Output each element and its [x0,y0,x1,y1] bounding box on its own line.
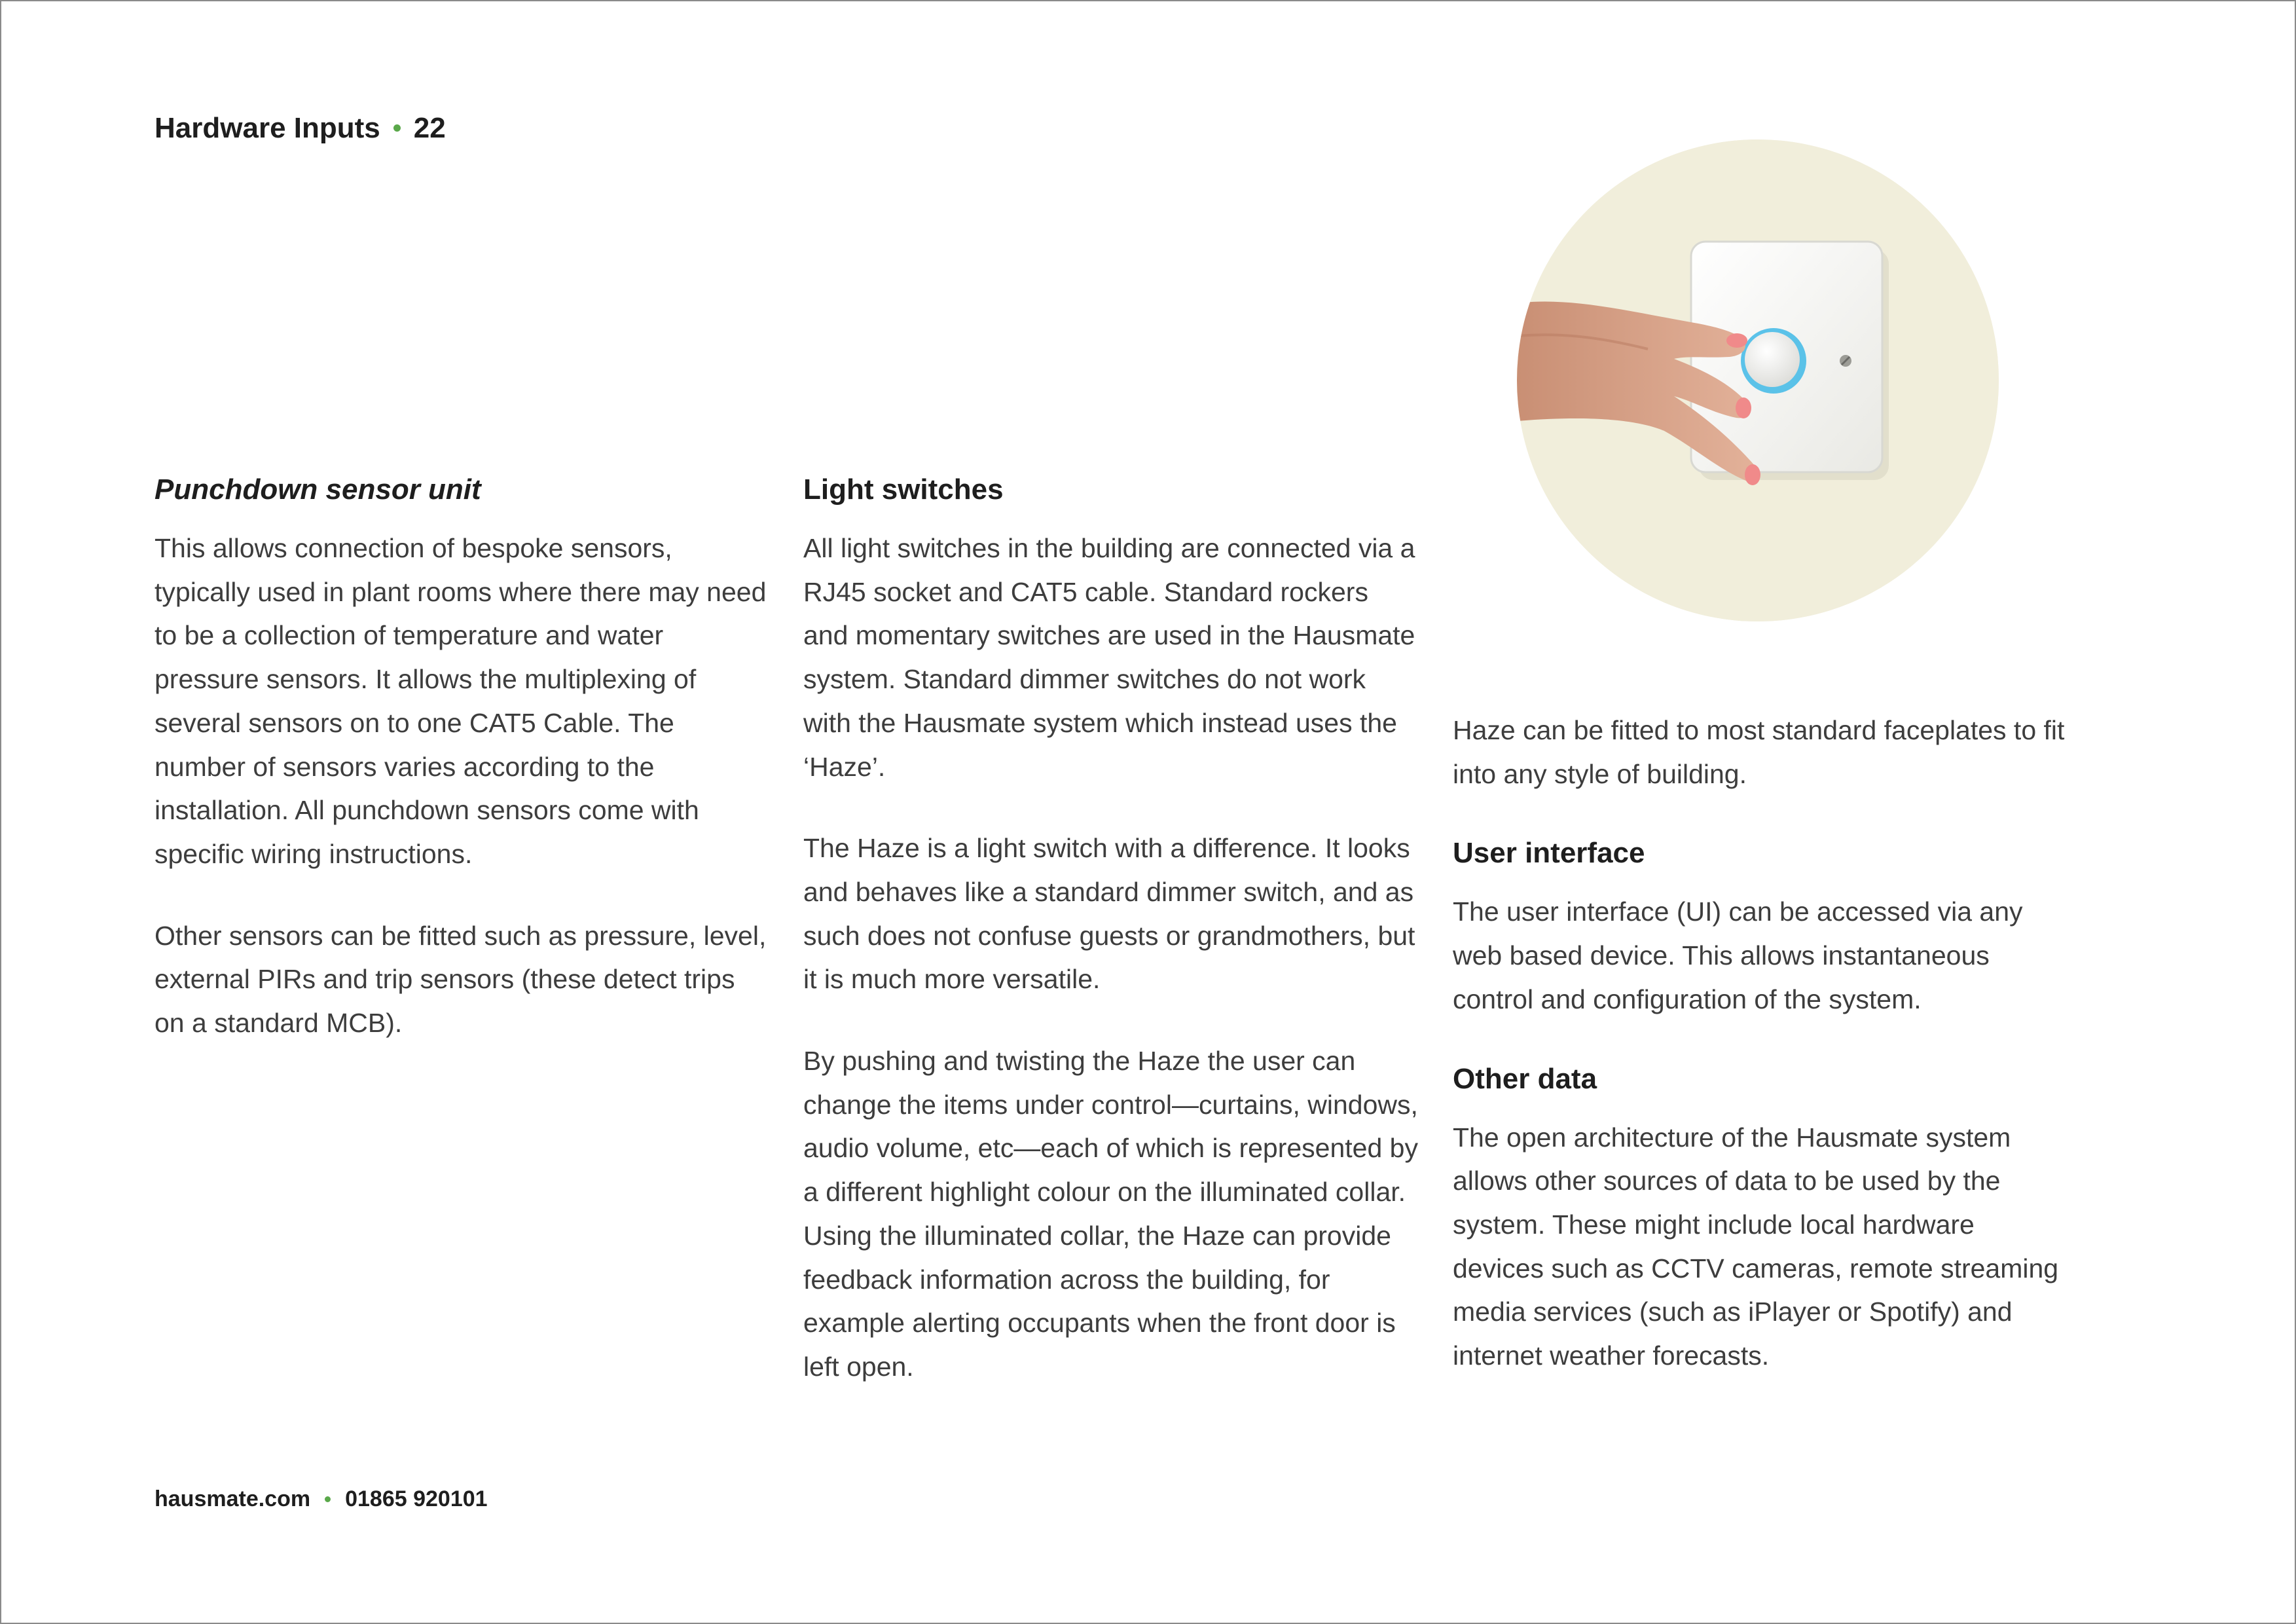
other-data-heading: Other data [1453,1062,1597,1095]
light-switches-paragraph-1: All light switches in the building are connected via a RJ45 socket and CAT5 cable. Standard rockers and momentary switches are used in the Hausmate system. Standard dimmer switches do not work with the Hausmate system which instead uses the ‘Haze’. [803,533,1415,782]
page-header [155,109,446,148]
user-interface-paragraph: The user interface (UI) can be accessed via any web based device. This allows instantaneous control and configuration of the system. [1453,896,2023,1014]
other-data-paragraph: The open architecture of the Hausmate system allows other sources of data to be used by the system. These might include local hardware devices such as CCTV cameras, remote streaming media services (such as iPlayer or Spotify) and internet weather forecasts. [1453,1122,2059,1371]
light-switches-paragraph-3: By pushing and twisting the Haze the user can change the items under control—curtains, windows, audio volume, etc—each of which is represented by a different highlight colour on the illuminated collar. Using the illuminated collar, the Haze can provide feedback information across the building, for example alerting occupants when the front door is left open. [803,1046,1418,1382]
page-number: 22 [413,112,446,144]
haze-intro-paragraph: Haze can be fitted to most standard faceplates to fit into any style of building. [1453,715,2065,789]
user-interface-heading: User interface [1453,837,1645,870]
haze-ui-data-column [1453,709,2068,1412]
website-link[interactable]: hausmate.com [155,1486,311,1511]
haze-switch-photo [1517,139,1999,621]
punchdown-column [155,466,770,1083]
separator-dot-icon [393,124,401,132]
page-footer [155,1483,488,1515]
phone-number: 01865 920101 [345,1486,488,1511]
punchdown-paragraph-2: Other sensors can be fitted such as pressure, level, external PIRs and trip sensors (these detect trips on a standard MCB). [155,920,767,1039]
light-switches-heading: Light switches [803,473,1004,506]
light-switches-column [803,466,1419,1427]
punchdown-paragraph-1: This allows connection of bespoke sensors, typically used in plant rooms where there may need to be a collection of temperature and water pressure sensors. It allows the multiplexing of several sensors on to one CAT5 Cable. The number of sensors varies according to the installation. All punchdown sensors come with specific wiring instructions. [155,533,767,869]
punchdown-heading: Punchdown sensor unit [155,473,481,506]
section-title: Hardware Inputs [155,112,380,144]
hand-turning-dimmer-illustration [1517,139,1999,621]
separator-dot-icon [325,1496,331,1502]
light-switches-paragraph-2: The Haze is a light switch with a difference. It looks and behaves like a standard dimmer switch, and as such does not confuse guests or grandmothers, but it is much more versatile. [803,833,1415,995]
